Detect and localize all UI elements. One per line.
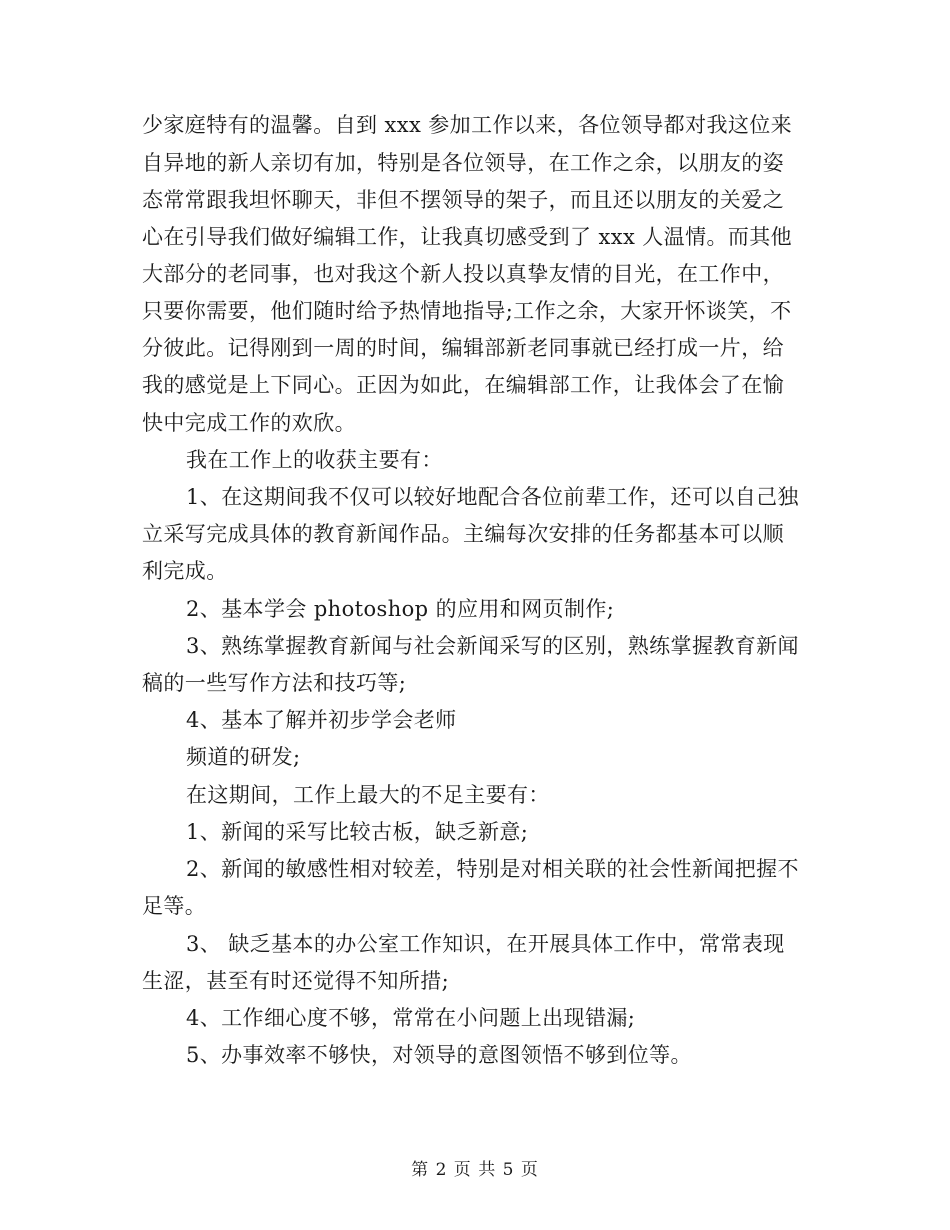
- text-line: 快中完成工作的欢欣。: [142, 411, 356, 435]
- text-line: 心在引导我们做好编辑工作，让我真切感受到了 xxx 人温情。而其他: [142, 225, 793, 249]
- text-line: 立采写完成具体的教育新闻作品。主编每次安排的任务都基本可以顺: [142, 522, 784, 546]
- text-line: 大部分的老同事，也对我这个新人投以真挚友情的目光，在工作中，: [142, 262, 784, 286]
- list-item: 1、在这期间我不仅可以较好地配合各位前辈工作，还可以自己独: [186, 485, 799, 509]
- text-line: 自异地的新人亲切有加，特别是各位领导，在工作之余，以朋友的姿: [142, 151, 784, 175]
- section-heading: 我在工作上的收获主要有：: [186, 448, 443, 472]
- list-item: 2、基本学会 photoshop 的应用和网页制作;: [186, 597, 615, 621]
- list-item: 4、工作细心度不够，常常在小问题上出现错漏;: [186, 1006, 636, 1030]
- text-line: 稿的一些写作方法和技巧等;: [142, 671, 407, 695]
- list-item: 3、熟练掌握教育新闻与社会新闻采写的区别，熟练掌握教育新闻: [186, 634, 799, 658]
- text-line: 少家庭特有的温馨。自到 xxx 参加工作以来，各位领导都对我这位来: [142, 113, 793, 137]
- text-line: 分彼此。记得刚到一周的时间，编辑部新老同事就已经打成一片，给: [142, 336, 784, 360]
- list-item: 4、基本了解并初步学会老师: [186, 708, 457, 732]
- list-item: 5、办事效率不够快，对领导的意图领悟不够到位等。: [186, 1043, 692, 1067]
- text-line: 态常常跟我坦怀聊天，非但不摆领导的架子，而且还以朋友的关爱之: [142, 188, 784, 212]
- text-line: 只要你需要，他们随时给予热情地指导;工作之余，大家开怀谈笑，不: [142, 299, 792, 323]
- text-line: 我的感觉是上下同心。正因为如此，在编辑部工作，让我体会了在愉: [142, 373, 784, 397]
- text-line: 足等。: [142, 894, 207, 918]
- list-item: 1、新闻的采写比较古板，缺乏新意;: [186, 820, 529, 844]
- list-item: 3、 缺乏基本的办公室工作知识，在开展具体工作中，常常表现: [186, 932, 785, 956]
- list-item: 2、新闻的敏感性相对较差，特别是对相关联的社会性新闻把握不: [186, 857, 799, 881]
- text-line: 生涩，甚至有时还觉得不知所措;: [142, 969, 450, 993]
- text-line: 利完成。: [142, 559, 228, 583]
- page-number-footer: 第 2 页 共 5 页: [411, 1160, 539, 1180]
- text-line: 频道的研发;: [186, 745, 301, 769]
- section-heading: 在这期间，工作上最大的不足主要有：: [186, 783, 550, 807]
